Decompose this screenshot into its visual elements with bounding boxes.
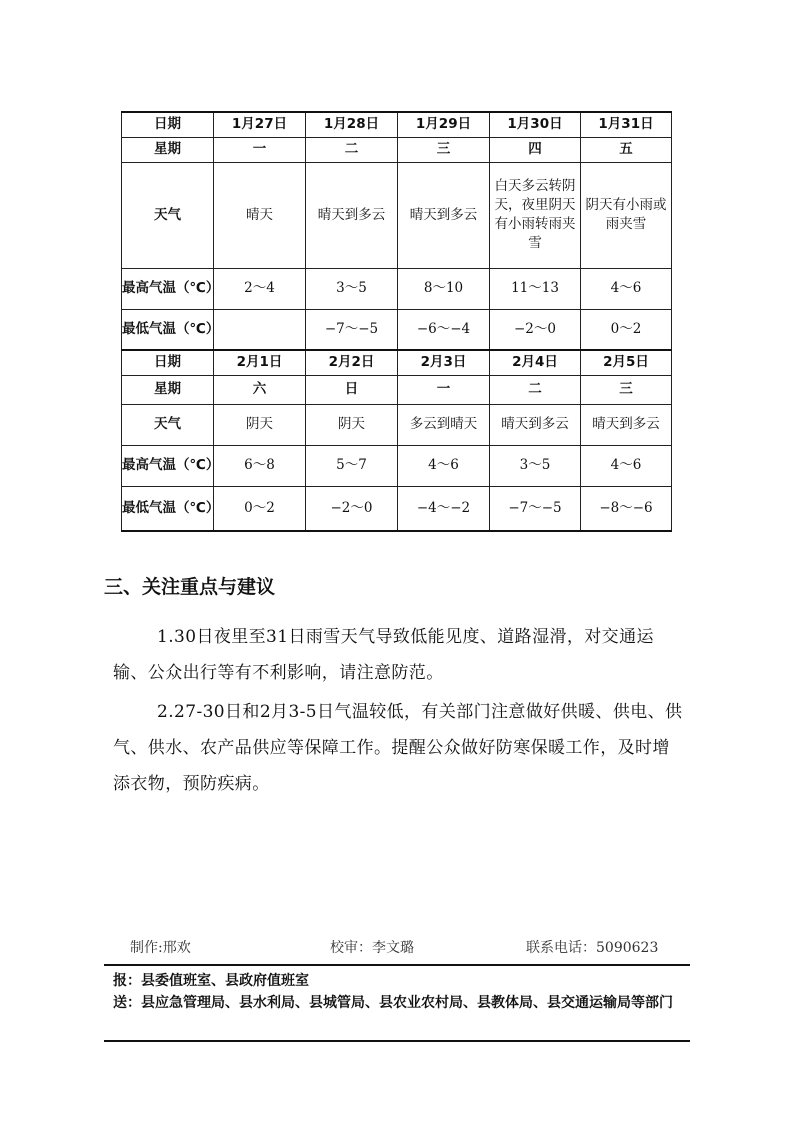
max-temp-cell: 11～13 — [490, 268, 581, 309]
weather-cell: 阴天 — [214, 404, 306, 445]
max-temp-cell: 4～6 — [581, 445, 672, 486]
footer-divider-bottom — [104, 1040, 690, 1042]
advice-paragraph-1: 1.30日夜里至31日雨雪天气导致低能见度、道路湿滑，对交通运输、公众出行等有不利影响，请注意防范。 — [113, 627, 654, 683]
min-temp-cell — [214, 309, 306, 350]
weather-cell: 阴天有小雨或雨夹雪 — [581, 162, 672, 268]
row-label-weekday: 星期 — [122, 137, 214, 162]
section-heading: 三、关注重点与建议 — [104, 576, 276, 598]
max-temp-cell: 8～10 — [398, 268, 490, 309]
table-row — [122, 404, 672, 445]
reviewer-label: 校审：李文璐 — [330, 940, 414, 956]
max-temp-cell: 4～6 — [398, 445, 490, 486]
date-cell: 1月27日 — [214, 112, 306, 137]
table-row — [122, 375, 672, 404]
max-temp-cell: 4～6 — [581, 268, 672, 309]
weekday-cell: 六 — [214, 375, 306, 404]
date-cell: 2月4日 — [490, 350, 581, 375]
max-temp-cell: 3～5 — [490, 445, 581, 486]
weather-cell: 白天多云转阴天，夜里阴天有小雨转雨夹雪 — [490, 162, 581, 268]
table-row — [122, 309, 672, 350]
table-row — [122, 162, 672, 268]
table-row — [122, 486, 672, 531]
advice-paragraph-2: 2.27-30日和2月3-5日气温较低，有关部门注意做好供暖、供电、供气、供水、农产品供应等保障工作。提醒公众做好防寒保暖工作，及时增添衣物，预防疾病。 — [113, 702, 683, 794]
weekday-cell: 五 — [581, 137, 672, 162]
weekday-cell: 日 — [306, 375, 398, 404]
weekday-cell: 二 — [306, 137, 398, 162]
contact-phone: 联系电话：5090623 — [526, 940, 659, 956]
row-label-weather: 天气 — [122, 404, 214, 445]
min-temp-cell: 0～2 — [581, 309, 672, 350]
min-temp-cell: −7～−5 — [490, 486, 581, 531]
weather-cell: 晴天到多云 — [306, 162, 398, 268]
weekday-cell: 二 — [490, 375, 581, 404]
row-label-max-temp: 最高气温（℃） — [122, 445, 214, 486]
weather-cell: 晴天到多云 — [398, 162, 490, 268]
row-label-date: 日期 — [122, 350, 214, 375]
date-cell: 2月3日 — [398, 350, 490, 375]
weekday-cell: 三 — [398, 137, 490, 162]
max-temp-cell: 6～8 — [214, 445, 306, 486]
weekday-cell: 一 — [398, 375, 490, 404]
weather-forecast-table — [121, 111, 672, 532]
min-temp-cell: −8～−6 — [581, 486, 672, 531]
footer-divider-top — [104, 964, 690, 966]
row-label-min-temp: 最低气温（℃） — [122, 309, 214, 350]
table-row — [122, 268, 672, 309]
min-temp-cell: −4～−2 — [398, 486, 490, 531]
weekday-cell: 一 — [214, 137, 306, 162]
row-label-weather: 天气 — [122, 162, 214, 268]
weather-cell: 晴天到多云 — [581, 404, 672, 445]
date-cell: 2月5日 — [581, 350, 672, 375]
weather-cell: 多云到晴天 — [398, 404, 490, 445]
row-label-min-temp: 最低气温（℃） — [122, 486, 214, 531]
min-temp-cell: −6～−4 — [398, 309, 490, 350]
min-temp-cell: −2～0 — [306, 486, 398, 531]
min-temp-cell: 0～2 — [214, 486, 306, 531]
date-cell: 1月28日 — [306, 112, 398, 137]
min-temp-cell: −2～0 — [490, 309, 581, 350]
row-label-weekday: 星期 — [122, 375, 214, 404]
date-cell: 1月29日 — [398, 112, 490, 137]
min-temp-cell: −7～−5 — [306, 309, 398, 350]
weather-cell: 阴天 — [306, 404, 398, 445]
weekday-cell: 三 — [581, 375, 672, 404]
date-cell: 1月31日 — [581, 112, 672, 137]
date-cell: 2月1日 — [214, 350, 306, 375]
table-row — [122, 112, 672, 137]
weekday-cell: 四 — [490, 137, 581, 162]
date-cell: 2月2日 — [306, 350, 398, 375]
row-label-max-temp: 最高气温（℃） — [122, 268, 214, 309]
table-row — [122, 137, 672, 162]
weather-cell: 晴天到多云 — [490, 404, 581, 445]
table-row — [122, 445, 672, 486]
weather-cell: 晴天 — [214, 162, 306, 268]
max-temp-cell: 3～5 — [306, 268, 398, 309]
max-temp-cell: 2～4 — [214, 268, 306, 309]
table-row — [122, 350, 672, 375]
max-temp-cell: 5～7 — [306, 445, 398, 486]
send-to-line: 送：县应急管理局、县水利局、县城管局、县农业农村局、县教体局、县交通运输局等部门 — [113, 995, 673, 1011]
report-to-line: 报：县委值班室、县政府值班室 — [113, 973, 309, 989]
producer-label: 制作:邢欢 — [130, 940, 191, 956]
row-label-date: 日期 — [122, 112, 214, 137]
date-cell: 1月30日 — [490, 112, 581, 137]
